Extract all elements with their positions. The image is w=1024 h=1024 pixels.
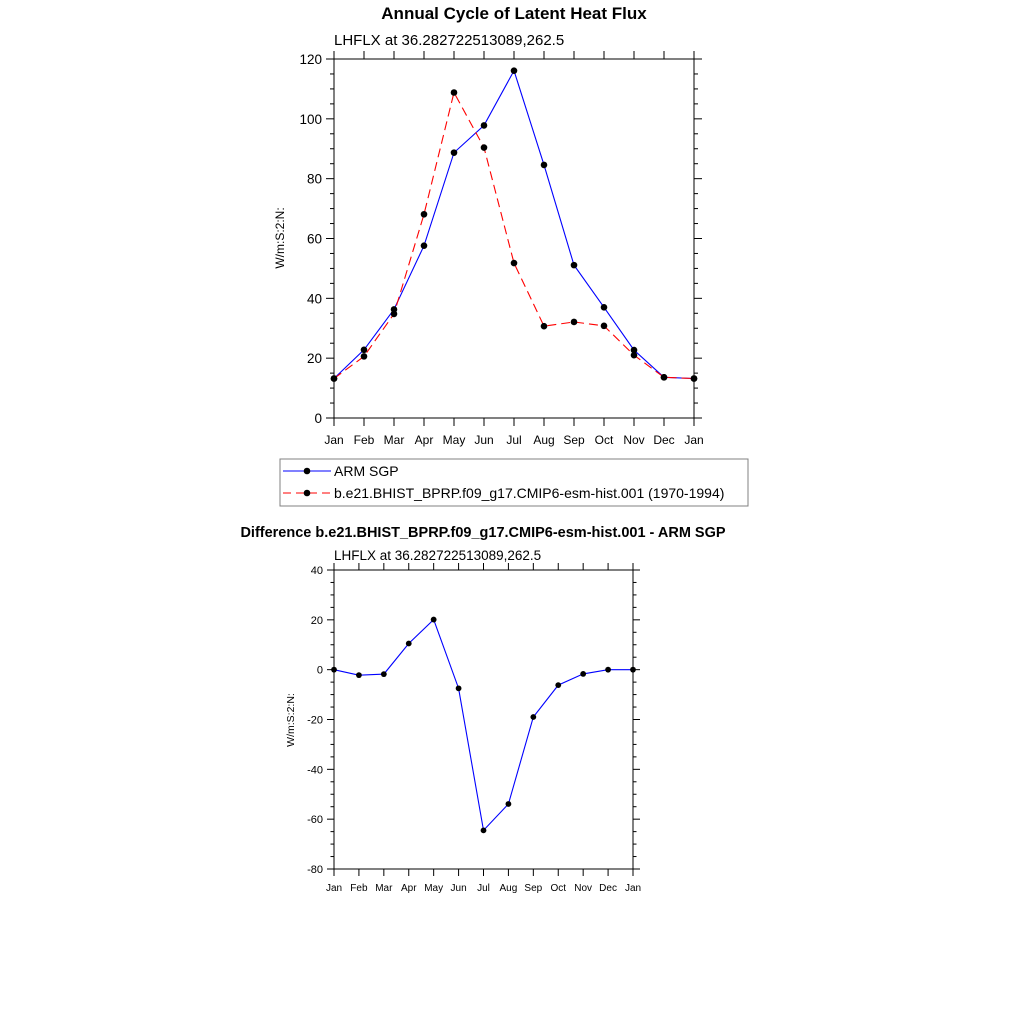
- bottom-x-tick-label: Mar: [375, 883, 393, 894]
- difference-title: Difference b.e21.BHIST_BPRP.f09_g17.CMIP6-esm-hist.001 - ARM SGP: [240, 525, 726, 541]
- bottom-x-tick-label: Sep: [524, 883, 543, 894]
- top-x-tick-label: Nov: [623, 433, 645, 447]
- bottom-data-point: [356, 672, 362, 678]
- bottom-x-tick-label: Jan: [325, 883, 343, 894]
- bottom-x-tick-label: Jul: [477, 883, 490, 894]
- top-data-point: [661, 374, 668, 381]
- bottom-data-point: [555, 682, 561, 688]
- top-x-tick-label: Sep: [563, 433, 585, 447]
- bottom-y-tick-label: 40: [310, 565, 323, 577]
- top-x-tick-label: Dec: [653, 433, 675, 447]
- figure-title: Annual Cycle of Latent Heat Flux: [381, 4, 647, 23]
- bottom-y-tick-label: -60: [307, 814, 323, 827]
- top-plot-frame: [334, 59, 694, 418]
- bottom-x-tick-label: Feb: [350, 883, 368, 894]
- top-data-point: [451, 89, 458, 96]
- legend-marker-obs: [304, 468, 311, 475]
- top-x-tick-label: Feb: [353, 433, 375, 447]
- top-data-point: [601, 304, 608, 311]
- bottom-data-point: [506, 801, 512, 807]
- top-data-point: [691, 375, 698, 382]
- bottom-data-point: [381, 671, 387, 677]
- bottom-data-point: [331, 667, 337, 673]
- top-x-tick-label: Aug: [533, 433, 555, 447]
- bottom-y-tick-label: 20: [310, 614, 323, 627]
- top-y-axis-label: W/m:S:2:N:: [273, 207, 287, 269]
- top-data-point: [421, 242, 428, 249]
- top-axes: [299, 51, 703, 447]
- top-series-layer: [331, 67, 698, 381]
- legend-label-obs: ARM SGP: [334, 463, 399, 479]
- top-data-point: [511, 67, 518, 74]
- top-data-point: [631, 352, 638, 359]
- top-y-tick-label: 40: [306, 291, 322, 307]
- bottom-axes: [307, 563, 641, 894]
- bottom-x-tick-label: Aug: [499, 883, 518, 894]
- top-data-point: [331, 375, 338, 382]
- bottom-data-point: [431, 617, 437, 623]
- bottom-x-tick-label: Jan: [624, 883, 642, 894]
- annual-cycle-chart: [273, 32, 704, 447]
- top-data-point: [481, 122, 488, 129]
- top-data-point: [361, 346, 368, 353]
- top-x-tick-label: Jan: [324, 433, 344, 447]
- top-series-line-1: [334, 93, 694, 379]
- bottom-x-tick-label: May: [424, 883, 444, 894]
- bottom-data-point: [530, 714, 536, 720]
- top-x-tick-label: Mar: [383, 433, 405, 447]
- top-y-tick-label: 80: [306, 171, 322, 187]
- bottom-data-point: [580, 671, 586, 677]
- legend-marker-model: [304, 490, 311, 497]
- top-data-point: [571, 262, 578, 269]
- top-data-point: [541, 323, 548, 330]
- top-data-point: [571, 319, 578, 326]
- bottom-series-layer: [331, 617, 636, 834]
- bottom-series-line-0: [334, 620, 633, 831]
- top-data-point: [601, 323, 608, 330]
- top-y-tick-label: 120: [299, 52, 322, 67]
- top-data-point: [511, 260, 518, 267]
- legend-label-model: b.e21.BHIST_BPRP.f09_g17.CMIP6-esm-hist.001 (1970-1994): [334, 485, 725, 501]
- bottom-x-tick-label: Jun: [450, 883, 467, 894]
- bottom-data-point: [481, 827, 487, 833]
- bottom-data-point: [456, 685, 462, 691]
- bottom-x-tick-label: Apr: [400, 883, 417, 894]
- bottom-y-tick-label: 0: [316, 664, 323, 677]
- bottom-y-axis-label: W/m:S:2:N:: [285, 693, 297, 747]
- bottom-y-tick-label: -40: [307, 764, 323, 777]
- top-y-tick-label: 100: [299, 111, 322, 127]
- bottom-y-tick-label: -20: [307, 714, 323, 727]
- top-y-tick-label: 0: [314, 411, 322, 426]
- bottom-data-point: [630, 667, 636, 673]
- top-data-point: [421, 211, 428, 218]
- top-data-point: [361, 353, 368, 360]
- top-data-point: [481, 144, 488, 151]
- top-x-tick-label: Jan: [684, 433, 704, 447]
- top-subtitle: LHFLX at 36.282722513089,262.5: [334, 32, 565, 49]
- top-x-tick-label: Jun: [474, 433, 494, 447]
- bottom-x-tick-label: Nov: [574, 883, 593, 894]
- top-legend: [280, 459, 748, 506]
- top-x-tick-label: Jul: [506, 433, 522, 447]
- top-y-tick-label: 20: [306, 351, 322, 367]
- bottom-x-tick-label: Dec: [599, 883, 617, 894]
- top-series-line-0: [334, 71, 694, 379]
- top-data-point: [541, 162, 548, 169]
- top-x-tick-label: May: [442, 433, 466, 447]
- top-y-tick-label: 60: [306, 231, 322, 247]
- bottom-x-tick-label: Oct: [550, 883, 567, 894]
- bottom-plot-frame: [334, 570, 633, 869]
- bottom-subtitle: LHFLX at 36.282722513089,262.5: [334, 548, 542, 563]
- top-x-tick-label: Oct: [594, 433, 614, 447]
- difference-chart: [240, 525, 725, 894]
- bottom-data-point: [605, 667, 611, 673]
- bottom-data-point: [406, 641, 412, 647]
- top-data-point: [391, 311, 398, 318]
- top-data-point: [451, 149, 458, 156]
- bottom-y-tick-label: -80: [307, 864, 323, 876]
- top-x-tick-label: Apr: [414, 433, 434, 447]
